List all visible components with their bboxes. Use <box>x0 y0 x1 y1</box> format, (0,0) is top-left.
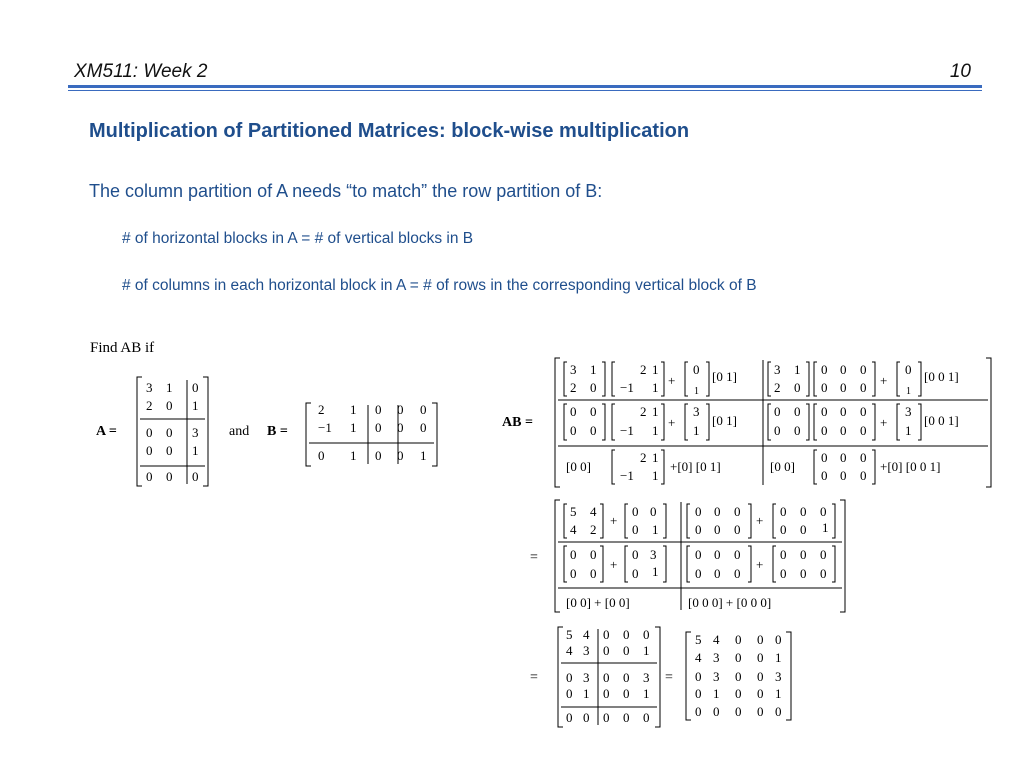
svg-text:[0 0]: [0 0] <box>770 459 795 474</box>
ab-label: AB = <box>502 415 533 430</box>
svg-text:0: 0 <box>840 468 847 483</box>
bullet-columns-rows: # of columns in each horizontal block in A = # of rows in the corresponding vertical block of B <box>122 277 757 294</box>
matrix-a-entry: 0 <box>166 398 173 413</box>
svg-text:0: 0 <box>860 404 867 419</box>
result-partitioned-entry: 0 <box>643 710 650 725</box>
svg-text:1: 1 <box>590 362 597 377</box>
result-final-entry: 1 <box>713 686 720 701</box>
matrix-b <box>306 402 437 466</box>
svg-text:0: 0 <box>820 504 827 519</box>
result-partitioned-entry: 1 <box>643 686 650 701</box>
svg-text:+[0] [0 0 1]: +[0] [0 0 1] <box>880 459 941 474</box>
svg-text:+: + <box>880 415 888 430</box>
result-final-entry: 0 <box>695 686 702 701</box>
svg-text:0: 0 <box>695 547 702 562</box>
svg-text:1: 1 <box>652 522 659 537</box>
matrix-b-entry: 0 <box>420 402 427 417</box>
svg-text:2: 2 <box>640 362 647 377</box>
svg-text:1: 1 <box>822 520 829 535</box>
svg-text:−1: −1 <box>620 423 634 438</box>
svg-text:1: 1 <box>652 468 659 483</box>
svg-text:0: 0 <box>780 566 787 581</box>
matrix-b-entry: 0 <box>375 402 382 417</box>
result-partitioned-entry: 0 <box>603 686 610 701</box>
result-partitioned-entry: 4 <box>566 643 573 658</box>
matrix-a-entry: 1 <box>192 398 199 413</box>
svg-text:0: 0 <box>590 404 597 419</box>
svg-text:1: 1 <box>652 423 659 438</box>
svg-text:0: 0 <box>840 404 847 419</box>
result-final-entry: 0 <box>695 669 702 684</box>
svg-text:2: 2 <box>570 380 577 395</box>
result-partitioned-entry: 0 <box>566 670 573 685</box>
matrix-b-entry: 1 <box>420 448 427 463</box>
equals-step3: = <box>530 670 538 685</box>
svg-text:2: 2 <box>640 404 647 419</box>
svg-text:0: 0 <box>590 566 597 581</box>
ab-final-result <box>686 632 791 720</box>
svg-text:0: 0 <box>570 547 577 562</box>
svg-text:0: 0 <box>860 380 867 395</box>
ab-block-expansion <box>555 358 991 487</box>
result-partitioned-entry: 1 <box>643 643 650 658</box>
svg-text:1: 1 <box>652 404 659 419</box>
equals-step4: = <box>665 670 673 685</box>
svg-text:[0 1]: [0 1] <box>712 413 737 428</box>
svg-text:+[0] [0 1]: +[0] [0 1] <box>670 459 721 474</box>
svg-text:0: 0 <box>794 380 801 395</box>
course-week-label: XM511: Week 2 <box>74 61 208 82</box>
svg-text:1: 1 <box>906 386 911 397</box>
page-number: 10 <box>949 61 971 82</box>
result-final-entry: 0 <box>757 632 764 647</box>
svg-text:4: 4 <box>590 504 597 519</box>
svg-text:0: 0 <box>632 522 639 537</box>
result-partitioned-entry: 5 <box>566 627 573 642</box>
svg-text:0: 0 <box>632 504 639 519</box>
result-final-entry: 0 <box>775 632 782 647</box>
result-final-entry: 3 <box>713 650 720 665</box>
matrix-b-entry: 0 <box>318 448 325 463</box>
svg-text:0: 0 <box>860 468 867 483</box>
svg-text:0: 0 <box>695 504 702 519</box>
matrix-b-entry: 0 <box>375 448 382 463</box>
svg-text:2: 2 <box>590 522 597 537</box>
svg-text:[0 0 0] + [0 0 0]: [0 0 0] + [0 0 0] <box>688 595 772 610</box>
matrix-a-entry: 0 <box>192 469 199 484</box>
svg-text:+: + <box>756 513 764 528</box>
result-final-entry: 0 <box>735 669 742 684</box>
svg-text:[0 0 1]: [0 0 1] <box>924 413 959 428</box>
svg-text:0: 0 <box>821 404 828 419</box>
matrix-a-label: A = <box>96 424 117 439</box>
svg-text:0: 0 <box>714 566 721 581</box>
result-final-entry: 3 <box>713 669 720 684</box>
svg-text:0: 0 <box>800 547 807 562</box>
svg-text:0: 0 <box>821 450 828 465</box>
svg-text:0: 0 <box>693 362 700 377</box>
svg-text:0: 0 <box>590 380 597 395</box>
svg-text:0: 0 <box>860 423 867 438</box>
svg-text:+: + <box>756 557 764 572</box>
svg-text:0: 0 <box>820 547 827 562</box>
matrix-a-entry: 1 <box>192 443 199 458</box>
result-partitioned-entry: 3 <box>583 670 590 685</box>
svg-text:0: 0 <box>840 450 847 465</box>
matrix-a <box>137 377 208 486</box>
svg-text:0: 0 <box>774 404 781 419</box>
svg-text:0: 0 <box>800 566 807 581</box>
matrix-a-entry: 2 <box>146 398 153 413</box>
svg-text:+: + <box>668 415 676 430</box>
svg-text:[0 0 1]: [0 0 1] <box>924 369 959 384</box>
svg-text:0: 0 <box>905 362 912 377</box>
result-final-entry: 4 <box>713 632 720 647</box>
svg-text:0: 0 <box>774 423 781 438</box>
svg-text:0: 0 <box>840 380 847 395</box>
ab-step-two <box>555 500 845 612</box>
svg-text:1: 1 <box>652 362 659 377</box>
svg-text:+: + <box>668 373 676 388</box>
intro-text: The column partition of A needs “to match” the row partition of B: <box>89 181 603 201</box>
svg-text:0: 0 <box>632 547 639 562</box>
result-partitioned-entry: 1 <box>583 686 590 701</box>
svg-text:2: 2 <box>640 450 647 465</box>
svg-text:[0 0]: [0 0] <box>566 459 591 474</box>
result-partitioned-entry: 0 <box>623 643 630 658</box>
find-ab-label: Find AB if <box>90 340 155 356</box>
svg-text:3: 3 <box>693 404 700 419</box>
svg-text:0: 0 <box>780 547 787 562</box>
result-partitioned-entry: 0 <box>603 710 610 725</box>
svg-text:0: 0 <box>714 504 721 519</box>
svg-text:0: 0 <box>860 450 867 465</box>
svg-text:0: 0 <box>590 547 597 562</box>
result-final-entry: 5 <box>695 632 702 647</box>
svg-text:1: 1 <box>652 380 659 395</box>
result-partitioned-entry: 0 <box>583 710 590 725</box>
result-final-entry: 0 <box>695 704 702 719</box>
result-partitioned-entry: 3 <box>643 670 650 685</box>
svg-text:1: 1 <box>652 450 659 465</box>
svg-text:+: + <box>610 513 618 528</box>
result-partitioned-entry: 0 <box>603 670 610 685</box>
svg-text:0: 0 <box>800 504 807 519</box>
matrix-a-entry: 3 <box>146 380 153 395</box>
svg-text:3: 3 <box>774 362 781 377</box>
result-partitioned-entry: 0 <box>566 686 573 701</box>
svg-text:0: 0 <box>821 362 828 377</box>
svg-text:+: + <box>880 373 888 388</box>
matrix-a-entry: 0 <box>192 380 199 395</box>
result-final-entry: 0 <box>735 650 742 665</box>
result-final-entry: 0 <box>735 632 742 647</box>
svg-text:0: 0 <box>734 566 741 581</box>
svg-text:3: 3 <box>650 547 657 562</box>
result-partitioned-entry: 0 <box>643 627 650 642</box>
result-final-entry: 1 <box>775 650 782 665</box>
svg-text:0: 0 <box>734 547 741 562</box>
svg-text:0: 0 <box>570 566 577 581</box>
svg-text:0: 0 <box>570 423 577 438</box>
matrix-a-entry: 0 <box>146 425 153 440</box>
svg-text:2: 2 <box>774 380 781 395</box>
result-partitioned-entry: 4 <box>583 627 590 642</box>
equals-step2: = <box>530 550 538 565</box>
matrix-b-entry: −1 <box>318 420 332 435</box>
result-partitioned-entry: 0 <box>566 710 573 725</box>
svg-text:[0 1]: [0 1] <box>712 369 737 384</box>
matrix-b-entry: 0 <box>397 402 404 417</box>
svg-text:−1: −1 <box>620 380 634 395</box>
svg-text:0: 0 <box>820 566 827 581</box>
result-final-entry: 0 <box>757 686 764 701</box>
result-final-entry: 0 <box>735 704 742 719</box>
svg-text:0: 0 <box>632 566 639 581</box>
result-partitioned-entry: 0 <box>603 643 610 658</box>
result-final-entry: 0 <box>775 704 782 719</box>
result-final-entry: 0 <box>713 704 720 719</box>
result-partitioned-entry: 0 <box>623 670 630 685</box>
result-partitioned-entry: 3 <box>583 643 590 658</box>
result-final-entry: 1 <box>775 686 782 701</box>
matrix-a-entry: 0 <box>146 469 153 484</box>
svg-text:0: 0 <box>821 468 828 483</box>
matrix-b-entry: 2 <box>318 402 325 417</box>
result-partitioned-entry: 0 <box>603 627 610 642</box>
svg-text:0: 0 <box>821 380 828 395</box>
matrix-a-entry: 0 <box>166 469 173 484</box>
ab-step-three <box>558 627 660 727</box>
matrix-b-entry: 0 <box>375 420 382 435</box>
svg-text:0: 0 <box>590 423 597 438</box>
svg-text:4: 4 <box>570 522 577 537</box>
matrix-a-entry: 1 <box>166 380 173 395</box>
svg-text:1: 1 <box>794 362 801 377</box>
matrix-b-entry: 0 <box>397 448 404 463</box>
matrix-b-entry: 0 <box>420 420 427 435</box>
svg-text:0: 0 <box>570 404 577 419</box>
svg-text:0: 0 <box>714 547 721 562</box>
result-partitioned-entry: 0 <box>623 627 630 642</box>
svg-text:0: 0 <box>714 522 721 537</box>
result-final-entry: 0 <box>735 686 742 701</box>
svg-text:1: 1 <box>652 564 659 579</box>
slide-title: Multiplication of Partitioned Matrices: block-wise multiplication <box>89 120 690 142</box>
svg-text:0: 0 <box>794 423 801 438</box>
svg-text:−1: −1 <box>620 468 634 483</box>
svg-text:1: 1 <box>694 386 699 397</box>
matrix-a-entry: 3 <box>192 425 199 440</box>
and-label: and <box>229 424 250 439</box>
result-partitioned-entry: 0 <box>623 710 630 725</box>
svg-text:5: 5 <box>570 504 577 519</box>
svg-text:0: 0 <box>650 504 657 519</box>
svg-text:0: 0 <box>800 522 807 537</box>
matrix-a-entry: 0 <box>146 443 153 458</box>
svg-text:0: 0 <box>794 404 801 419</box>
svg-text:0: 0 <box>734 522 741 537</box>
matrix-a-entry: 0 <box>166 425 173 440</box>
svg-text:0: 0 <box>821 423 828 438</box>
svg-text:[0 0] + [0 0]: [0 0] + [0 0] <box>566 595 630 610</box>
result-final-entry: 0 <box>757 704 764 719</box>
svg-text:3: 3 <box>570 362 577 377</box>
result-final-entry: 3 <box>775 669 782 684</box>
matrix-b-label: B = <box>267 424 288 439</box>
result-final-entry: 0 <box>757 650 764 665</box>
svg-text:0: 0 <box>860 362 867 377</box>
svg-text:3: 3 <box>905 404 912 419</box>
svg-text:1: 1 <box>905 423 912 438</box>
matrix-b-entry: 1 <box>350 420 357 435</box>
svg-text:0: 0 <box>780 504 787 519</box>
matrix-b-entry: 1 <box>350 402 357 417</box>
result-partitioned-entry: 0 <box>623 686 630 701</box>
matrix-b-entry: 1 <box>350 448 357 463</box>
svg-text:0: 0 <box>734 504 741 519</box>
svg-text:0: 0 <box>840 423 847 438</box>
bullet-horizontal-blocks: # of horizontal blocks in A = # of vertical blocks in B <box>122 230 474 247</box>
svg-text:+: + <box>610 557 618 572</box>
result-final-entry: 0 <box>757 669 764 684</box>
svg-text:0: 0 <box>695 566 702 581</box>
result-final-entry: 4 <box>695 650 702 665</box>
svg-text:1: 1 <box>693 423 700 438</box>
svg-text:0: 0 <box>780 522 787 537</box>
svg-text:0: 0 <box>840 362 847 377</box>
matrix-b-entry: 0 <box>397 420 404 435</box>
matrix-a-entry: 0 <box>166 443 173 458</box>
svg-text:0: 0 <box>695 522 702 537</box>
